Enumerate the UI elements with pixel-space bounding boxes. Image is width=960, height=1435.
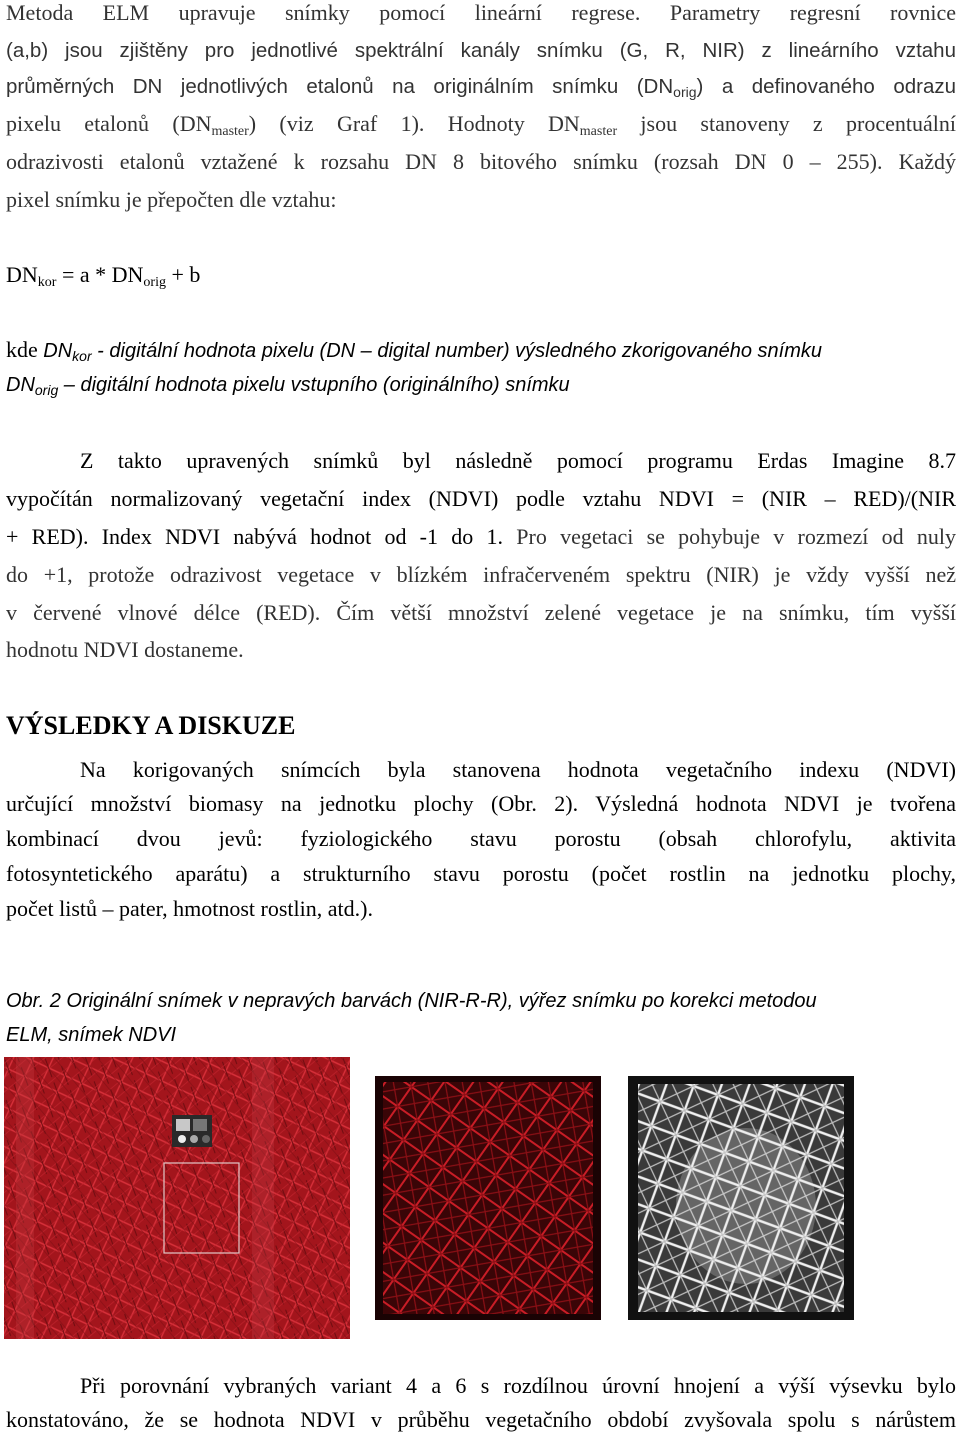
para1-text: pixelu etalonů (DN — [6, 111, 212, 136]
para1-text: ) (viz Graf 1). — [248, 111, 425, 136]
def-text: kde — [6, 337, 44, 362]
def-text: - digitální hodnota pixelu (DN – digital number) výsledného zkorigovaného snímku — [91, 340, 823, 362]
subscript: kor — [72, 348, 92, 364]
para1-line4 — [6, 111, 956, 137]
para3-line1: Na korigovaných snímcích byla stanovena hodnota vegetačního indexu (NDVI) — [80, 757, 956, 782]
para1-line5 — [6, 149, 956, 175]
para1-text: Každý — [898, 149, 956, 174]
para2-text: Pro vegetaci se pohybuje v rozmezí od nuly — [516, 524, 957, 549]
para4-line1: Při porovnání vybraných variant 4 a 6 s rozdílnou úrovní hnojení a výší výsevku bylo — [80, 1373, 956, 1398]
figure-original-false-color — [4, 1057, 350, 1339]
para1-text: ) a definovaného odrazu — [696, 75, 956, 98]
figure-ndvi — [628, 1076, 854, 1320]
subscript: orig — [143, 275, 166, 290]
para2-text: v červené vlnové délce (RED). — [6, 600, 321, 625]
para2-line2 — [6, 486, 956, 512]
para1-line1 — [6, 0, 956, 26]
false-color-image — [4, 1057, 350, 1339]
para1-text: Hodnoty DN — [447, 111, 580, 136]
subscript: orig — [673, 84, 697, 100]
elm-corrected-image — [375, 1076, 601, 1320]
para1-text: Parametry regresní rovnice — [669, 0, 957, 25]
para1-line2: (a,b) jsou zjištěny pro jednotlivé spektrální kanály snímku (G, R, NIR) z lineárního vztahu — [6, 39, 956, 62]
subscript: orig — [34, 382, 59, 398]
para2-text: Čím větší množství zelené vegetace je na snímku, tím vyšší — [336, 600, 957, 625]
subscript: kor — [37, 275, 57, 290]
formula-text: DN — [6, 262, 38, 287]
def-term: DN — [43, 340, 73, 362]
para3-line3: kombinací dvou jevů: fyziologického stavu porostu (obsah chlorofylu, aktivita — [6, 826, 956, 851]
para3-line2: určující množství biomasy na jednotku plochy (Obr. 2). Výsledná hodnota NDVI je tvořena — [6, 791, 956, 816]
caption-text: ELM, snímek NDVI — [6, 1024, 177, 1046]
subscript: master — [211, 124, 249, 139]
section-heading: VÝSLEDKY A DISKUZE — [6, 711, 296, 740]
formula-text: + b — [165, 262, 201, 287]
subscript: master — [579, 124, 618, 139]
para1-text: jsou stanoveny z procentuální — [617, 111, 956, 136]
figure-caption-line2 — [6, 1018, 956, 1052]
para3-line4: fotosyntetického aparátu) a strukturního stavu porostu (počet rostlin na jednotku plochy, — [6, 861, 956, 886]
ndvi-image — [628, 1076, 854, 1320]
para1-text: Metoda ELM upravuje snímky pomocí lineární regrese. — [6, 0, 641, 25]
para3-line5: počet listů – pater, hmotnost rostlin, atd.). — [6, 896, 373, 921]
caption-text: Obr. 2 Originální snímek v nepravých barvách (NIR-R-R), výřez snímku po korekci metodou — [6, 990, 817, 1012]
def-text: – digitální hodnota pixelu vstupního (originálního) snímku — [58, 374, 570, 396]
para1-line6: pixel snímku je přepočten dle vztahu: — [6, 187, 337, 212]
figure-caption-line1 — [6, 984, 956, 1018]
para2-text: + RED). Index NDVI nabývá hodnot od -1 do 1. — [6, 524, 504, 549]
para2-line3 — [6, 524, 956, 550]
definition-line2 — [6, 372, 956, 398]
formula-text: = a * DN — [56, 262, 144, 287]
para1-text: průměrných DN jednotlivých etalonů na originálním snímku (DN — [6, 75, 674, 98]
def-term: DN — [6, 374, 35, 396]
definition-line1 — [6, 337, 956, 364]
para2-line5 — [6, 600, 956, 626]
para1-text: odrazivosti etalonů vztažené k rozsahu DN 8 bitového snímku (rozsah DN 0 – 255). — [6, 149, 883, 174]
para2-line6: hodnotu NDVI dostaneme. — [6, 637, 244, 662]
figure-elm-corrected-crop — [375, 1076, 601, 1320]
formula — [6, 262, 956, 288]
para2-line1: Z takto upravených snímků byl následně pomocí programu Erdas Imagine 8.7 — [80, 448, 956, 473]
calibration-panel — [172, 1115, 212, 1147]
para2-line4: do +1, protože odrazivost vegetace v blízkém infračerveném spektru (NIR) je vždy vyšší než — [6, 562, 956, 587]
para4-line2: konstatováno, že se hodnota NDVI v průběhu vegetačního období zvyšovala spolu s nárůstem — [6, 1407, 956, 1432]
para1-line3 — [6, 74, 956, 100]
para2-text: vypočítán normalizovaný vegetační index (NDVI) podle vztahu NDVI = (NIR – RED)/(NIR — [6, 486, 956, 511]
